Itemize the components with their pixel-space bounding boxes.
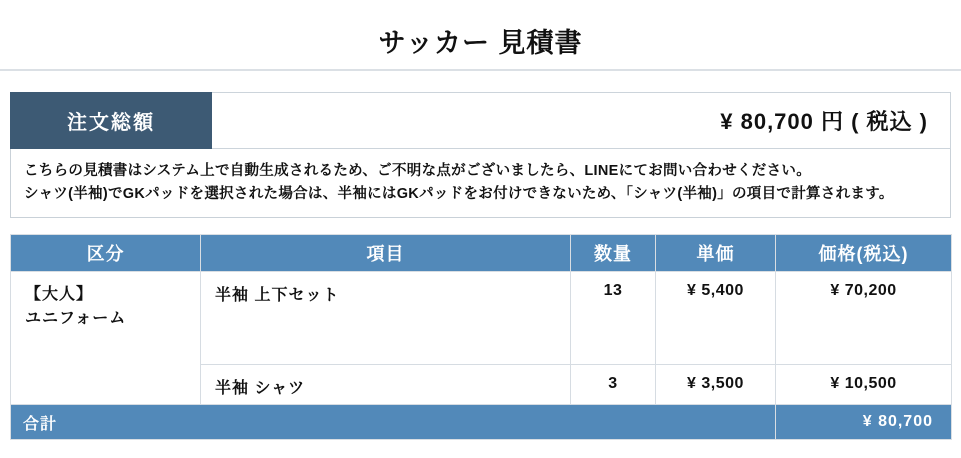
category-cell [11,272,201,405]
category-line-2: ユニフォーム [25,310,127,328]
unit-price-cell: ¥ 3,500 [656,365,776,405]
price-cell: ¥ 70,200 [776,272,952,365]
total-value: ¥ 80,700 [776,405,952,440]
order-total-label: 注文総額 [10,92,212,149]
quote-table [10,234,952,440]
unit-price-cell: ¥ 5,400 [656,272,776,365]
item-cell: 半袖 シャツ [201,365,571,405]
qty-cell: 3 [571,365,656,405]
order-total-value: ¥ 80,700 円 ( 税込 ) [720,109,928,134]
col-header-category: 区分 [11,235,201,272]
table-header-row [11,235,952,272]
total-row [11,405,952,440]
qty-cell: 13 [571,272,656,365]
notice-line-1: こちらの見積書はシステム上で自動生成されるため、ご不明な点がございましたら、LINEにてお問い合わせください。 [24,163,811,179]
col-header-price: 価格(税込) [776,235,952,272]
price-cell: ¥ 10,500 [776,365,952,405]
notice-box [10,149,951,218]
col-header-qty: 数量 [571,235,656,272]
notice-line-2: シャツ(半袖)でGKパッドを選択された場合は、半袖にはGKパッドをお付けできないため、「シャツ(半袖)」の項目で計算されます。 [24,186,894,203]
category-line-1: 【大人】 [25,286,94,304]
item-cell: 半袖 上下セット [201,272,571,365]
col-header-item: 項目 [201,235,571,272]
order-total-row [10,92,951,149]
total-label: 合計 [11,405,776,440]
title-divider [0,69,961,71]
page-title: サッカー 見積書 [378,28,583,58]
col-header-unit-price: 単価 [656,235,776,272]
table-row [11,272,952,365]
